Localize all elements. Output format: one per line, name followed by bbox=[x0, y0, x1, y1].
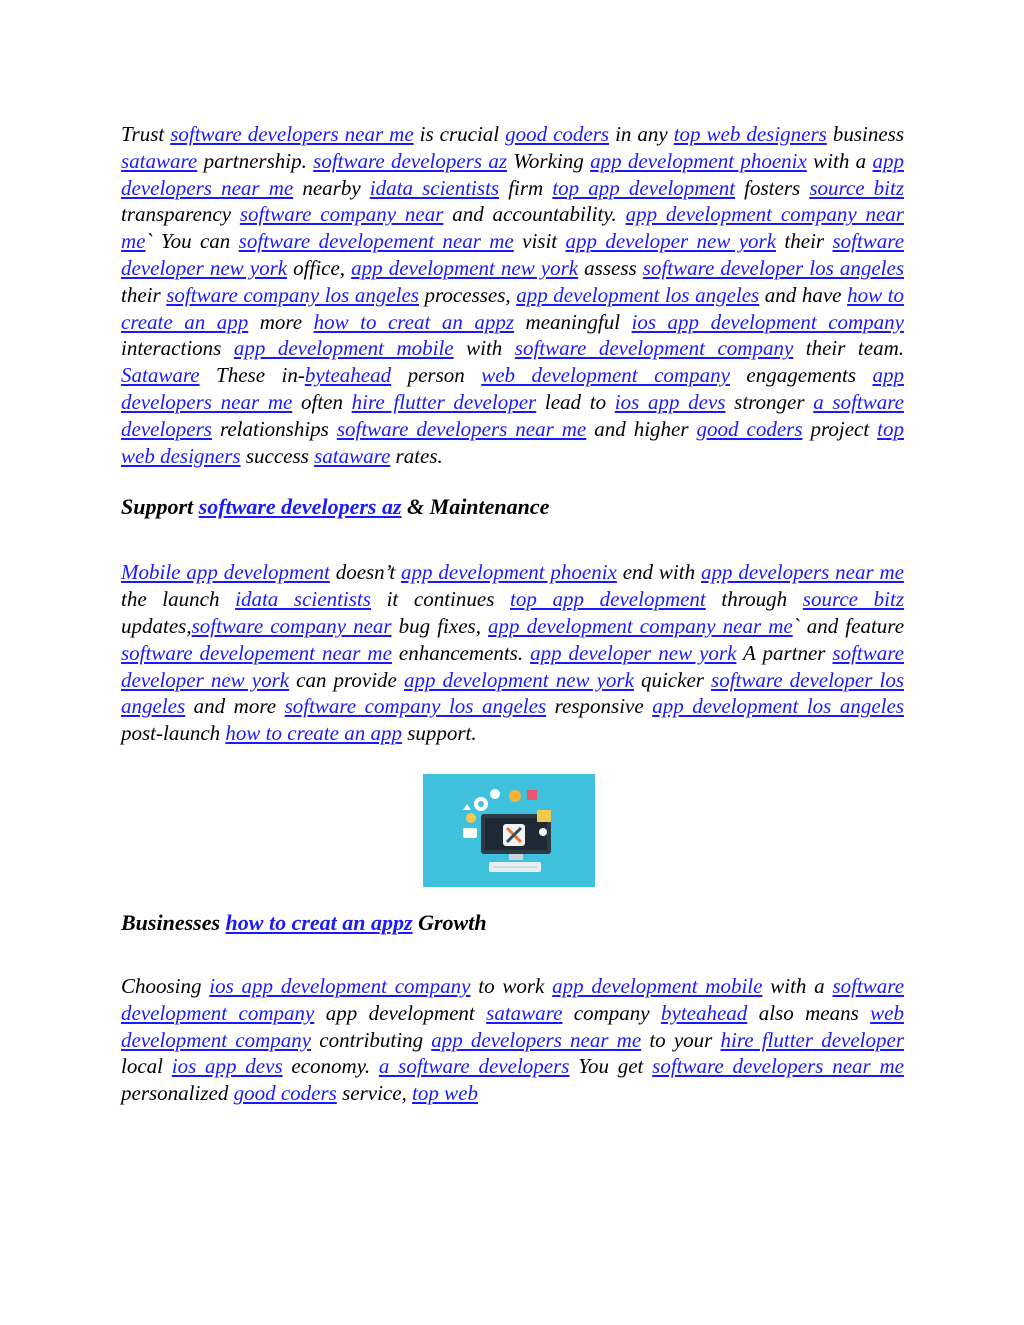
text-run: personalized bbox=[121, 1081, 234, 1106]
text-run: transparency bbox=[121, 202, 240, 227]
text-run: it continues bbox=[370, 587, 511, 612]
text-run: with bbox=[453, 336, 515, 361]
inline-link[interactable]: source bitz bbox=[802, 587, 904, 612]
text-run: person bbox=[391, 363, 482, 388]
heading-businesses-growth bbox=[121, 909, 904, 937]
text-run: enhancements. bbox=[391, 640, 531, 665]
text-run: and higher bbox=[586, 416, 697, 441]
text-run: Working bbox=[507, 148, 591, 173]
text-run: business bbox=[826, 122, 904, 146]
text-run: You get bbox=[569, 1054, 653, 1079]
text-run: partnership. bbox=[197, 148, 314, 173]
inline-link[interactable]: software developement near me bbox=[121, 640, 392, 665]
text-run: A partner bbox=[736, 640, 833, 665]
text-run: their team. bbox=[793, 336, 904, 361]
inline-link[interactable]: software developers az bbox=[198, 494, 402, 520]
inline-link[interactable]: app development mobile bbox=[552, 973, 763, 998]
inline-link[interactable]: software developer los angeles bbox=[642, 255, 904, 280]
inline-link[interactable]: software company los angeles bbox=[284, 694, 547, 719]
inline-link[interactable]: app developers near me bbox=[700, 560, 904, 585]
inline-link[interactable]: ios app development company bbox=[209, 973, 471, 998]
text-run: doesn’t bbox=[329, 560, 402, 585]
text-run: & Maintenance bbox=[401, 494, 550, 520]
text-run: rates. bbox=[390, 443, 443, 468]
text-run: with a bbox=[762, 973, 833, 998]
inline-link[interactable]: software development company bbox=[514, 336, 794, 361]
text-run: firm bbox=[499, 175, 553, 200]
text-run: stronger bbox=[725, 389, 814, 414]
text-run: responsive bbox=[546, 694, 653, 719]
inline-link[interactable]: how to creat an appz bbox=[225, 909, 413, 935]
text-run: relationships bbox=[211, 416, 337, 441]
inline-link[interactable]: good coders bbox=[696, 416, 803, 441]
text-run: their bbox=[121, 282, 167, 307]
text-run: bug fixes, bbox=[391, 613, 489, 638]
text-run: nearby bbox=[293, 175, 370, 200]
inline-link[interactable]: byteahead bbox=[661, 1000, 748, 1025]
text-run: through bbox=[705, 587, 803, 612]
text-run: end with bbox=[616, 560, 701, 585]
text-run: their bbox=[776, 229, 833, 254]
text-run: also means bbox=[747, 1000, 871, 1025]
text-run: assess bbox=[578, 255, 643, 280]
inline-link[interactable]: ios app development company bbox=[631, 309, 904, 334]
text-run: Trust bbox=[121, 122, 171, 146]
text-run: company bbox=[562, 1000, 661, 1025]
inline-link[interactable]: app developer new york bbox=[565, 229, 777, 254]
inline-link[interactable]: Sataware bbox=[121, 363, 200, 388]
text-run: to work bbox=[470, 973, 553, 998]
text-run: and more bbox=[185, 694, 285, 719]
inline-link[interactable]: idata scientists bbox=[369, 175, 500, 200]
text-run: with a bbox=[806, 148, 873, 173]
text-run: and have bbox=[759, 282, 848, 307]
inline-link[interactable]: top web designers bbox=[121, 416, 904, 468]
inline-link[interactable]: web development company bbox=[121, 1000, 904, 1052]
inline-link[interactable]: app development los angeles bbox=[516, 282, 760, 307]
text-run: service, bbox=[336, 1081, 413, 1106]
inline-link[interactable]: good coders bbox=[505, 122, 610, 146]
text-run: fosters bbox=[735, 175, 810, 200]
text-run: project bbox=[802, 416, 878, 441]
inline-link[interactable]: app developers near me bbox=[431, 1027, 642, 1052]
text-run: ` and feature bbox=[792, 613, 905, 638]
text-run: Growth bbox=[412, 909, 487, 935]
text-run: meaningful bbox=[514, 309, 632, 334]
inline-link[interactable]: how to create an app bbox=[121, 282, 904, 334]
inline-link[interactable]: sataware bbox=[486, 1000, 563, 1025]
paragraph-trust bbox=[121, 121, 904, 469]
inline-link[interactable]: software company near bbox=[191, 613, 392, 638]
inline-link[interactable]: web development company bbox=[481, 363, 730, 388]
text-run: local bbox=[121, 1054, 172, 1079]
text-run: more bbox=[248, 309, 314, 334]
inline-link[interactable]: good coders bbox=[233, 1081, 337, 1106]
inline-link[interactable]: top web designers bbox=[673, 122, 827, 146]
inline-link[interactable]: hire flutter developer bbox=[720, 1027, 904, 1052]
inline-link[interactable]: software development company bbox=[121, 973, 905, 1025]
text-run: app development bbox=[314, 1000, 487, 1025]
inline-link[interactable]: sataware bbox=[314, 443, 391, 468]
text-run: ` You can bbox=[145, 229, 239, 254]
inline-link[interactable]: app development los angeles bbox=[652, 694, 904, 719]
inline-link[interactable]: app development phoenix bbox=[401, 560, 617, 585]
text-run: post-launch bbox=[121, 721, 226, 746]
inline-link[interactable]: source bitz bbox=[809, 175, 904, 200]
heading-support-maintenance bbox=[121, 493, 904, 521]
inline-link[interactable]: ios app devs bbox=[171, 1054, 283, 1079]
inline-link[interactable]: app development mobile bbox=[233, 336, 454, 361]
inline-link[interactable]: sataware bbox=[121, 148, 198, 173]
inline-link[interactable]: hire flutter developer bbox=[351, 389, 537, 414]
inline-link[interactable]: software developers near me bbox=[652, 1054, 904, 1079]
inline-link[interactable]: app developers near me bbox=[121, 363, 904, 414]
inline-link[interactable]: a software developers bbox=[121, 389, 904, 441]
text-run: These in- bbox=[199, 363, 305, 388]
inline-link[interactable]: app development company near me bbox=[121, 202, 904, 254]
software-development-illustration-icon bbox=[423, 774, 595, 887]
inline-link[interactable]: how to create an app bbox=[225, 721, 402, 746]
text-run: engagements bbox=[729, 363, 873, 388]
inline-link[interactable]: software developers near me bbox=[170, 122, 414, 146]
text-run: quicker bbox=[633, 667, 712, 692]
inline-link[interactable]: app development new york bbox=[403, 667, 634, 692]
text-run: Support bbox=[121, 494, 199, 520]
inline-link[interactable]: a software developers bbox=[378, 1054, 570, 1079]
text-run: lead to bbox=[536, 389, 615, 414]
text-run: office, bbox=[287, 255, 352, 280]
text-run: can provide bbox=[289, 667, 404, 692]
text-run: contributing bbox=[311, 1027, 432, 1052]
text-run: to your bbox=[641, 1027, 721, 1052]
inline-link[interactable]: software company near bbox=[239, 202, 444, 227]
text-run: success bbox=[240, 443, 315, 468]
inline-link[interactable]: software developer los angeles bbox=[121, 667, 904, 719]
figure-container bbox=[121, 774, 904, 887]
text-run: processes, bbox=[418, 282, 517, 307]
text-run: Businesses bbox=[121, 909, 226, 935]
inline-link[interactable]: how to creat an appz bbox=[313, 309, 515, 334]
inline-link[interactable]: ios app devs bbox=[614, 389, 726, 414]
inline-link[interactable]: app development company near me bbox=[488, 613, 793, 638]
text-run: interactions bbox=[121, 336, 234, 361]
inline-link[interactable]: software developer new york bbox=[121, 229, 905, 280]
text-run: in any bbox=[609, 122, 674, 146]
text-run: often bbox=[292, 389, 352, 414]
inline-link[interactable]: app developer new york bbox=[530, 640, 737, 665]
text-run: Choosing bbox=[121, 973, 210, 998]
text-run: and accountability. bbox=[443, 202, 626, 227]
inline-link[interactable]: byteahead bbox=[304, 363, 392, 388]
text-run: the launch bbox=[121, 587, 236, 612]
inline-link[interactable]: app developers near me bbox=[121, 148, 904, 200]
inline-link[interactable]: idata scientists bbox=[235, 587, 371, 612]
inline-link[interactable]: app development phoenix bbox=[590, 148, 807, 173]
inline-link[interactable]: Mobile app development bbox=[121, 560, 330, 585]
inline-link[interactable]: top web bbox=[412, 1081, 478, 1106]
text-run: visit bbox=[513, 229, 566, 254]
inline-link[interactable]: software developers az bbox=[313, 148, 508, 173]
text-run: economy. bbox=[282, 1054, 379, 1079]
inline-link[interactable]: top app development bbox=[510, 587, 706, 612]
paragraph-choosing bbox=[121, 973, 904, 1107]
text-run: support. bbox=[401, 721, 477, 746]
inline-link[interactable]: software developer new york bbox=[121, 640, 904, 692]
inline-link[interactable]: software developement near me bbox=[238, 229, 514, 254]
text-run: is crucial bbox=[413, 122, 506, 146]
inline-link[interactable]: app development new york bbox=[351, 255, 579, 280]
inline-link[interactable]: top app development bbox=[552, 175, 736, 200]
document-page bbox=[121, 121, 904, 1107]
inline-link[interactable]: software developers near me bbox=[336, 416, 587, 441]
paragraph-mobile-app-development bbox=[121, 559, 904, 747]
inline-link[interactable]: software company los angeles bbox=[166, 282, 419, 307]
text-run: updates, bbox=[121, 613, 192, 638]
